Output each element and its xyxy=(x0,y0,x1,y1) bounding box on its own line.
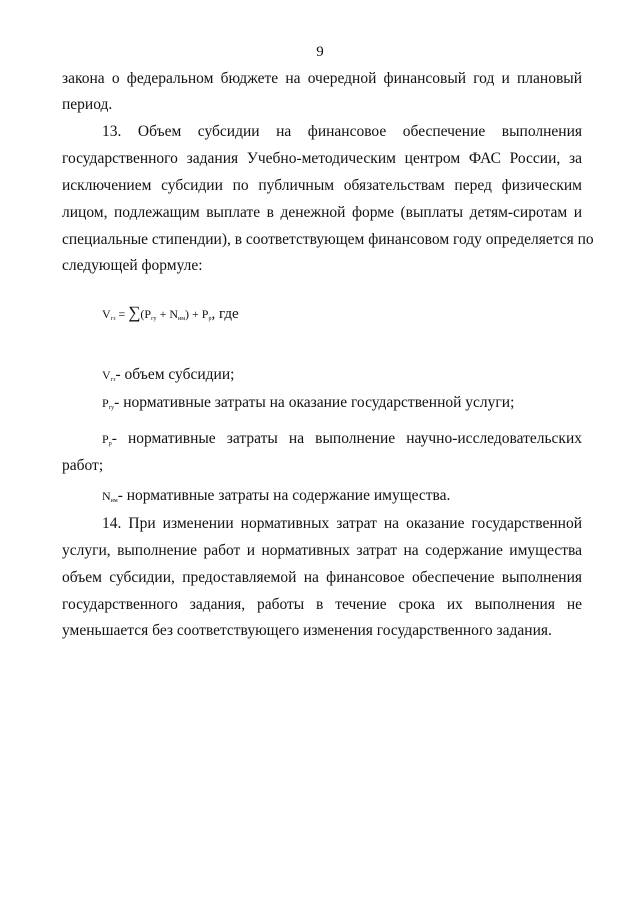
paragraph-13-line: следующей формуле: xyxy=(62,257,203,274)
formula-p-sub: гу xyxy=(151,316,157,322)
paragraph-14-line: уменьшается без соответствующего изменения государственного задания. xyxy=(62,622,552,639)
subsidy-formula xyxy=(102,303,239,323)
formula-v: V xyxy=(102,307,111,321)
paragraph-line: закона о федеральном бюджете на очередной финансовый год и плановый xyxy=(62,70,582,87)
definition-pgu: $P_{гу}-$ нормативные затраты на оказание государственной услуги; xyxy=(102,394,515,411)
formula-pr: ) + P xyxy=(185,307,209,321)
formula-where: , где xyxy=(211,306,239,322)
formula-sum-sign: ∑ xyxy=(128,303,141,322)
paragraph-13-line: государственного задания Учебно-методическим центром ФАС России, за xyxy=(62,150,582,167)
paragraph-14-line: 14. При изменении нормативных затрат на оказание государственной xyxy=(102,515,582,532)
paragraph-14-line: объем субсидии, предоставляемой на финансовое обеспечение выполнения xyxy=(62,569,582,586)
formula-v-sub: гз xyxy=(110,316,116,322)
formula-equals: = xyxy=(115,307,129,321)
paragraph-13-line: 13. Объем субсидии на финансовое обеспечение выполнения xyxy=(102,123,582,140)
page-number: 9 xyxy=(316,44,324,60)
definition-v: $V_{гз}-$ объем субсидии; xyxy=(102,366,235,383)
definition-n: $N_{им}-$ нормативные затраты на содержание имущества. xyxy=(102,487,451,504)
paragraph-line: период. xyxy=(62,96,113,113)
paragraph-14-line: услуги, выполнение работ и нормативных затрат на содержание имущества xyxy=(62,542,582,559)
formula-n: + N xyxy=(156,307,178,321)
formula-pr-sub: р xyxy=(208,316,212,322)
definition-pr: $P_р-$ нормативные затраты на выполнение научно-исследовательских xyxy=(102,430,582,447)
paragraph-13-line: специальные стипендии), в соответствующем финансовом году определяется по xyxy=(62,231,594,248)
definition-pr-cont: работ; xyxy=(62,457,104,474)
paragraph-14-line: государственного задания, работы в течение срока их выполнения не xyxy=(62,596,582,613)
paragraph-13-line: лицом, подлежащим выплате в денежной форме (выплаты детям-сиротам и xyxy=(62,204,582,221)
formula-n-sub: им xyxy=(178,316,186,322)
paragraph-13-line: исключением субсидии по публичным обязательствам перед физическим xyxy=(62,177,582,194)
formula-p: (P xyxy=(140,307,152,321)
